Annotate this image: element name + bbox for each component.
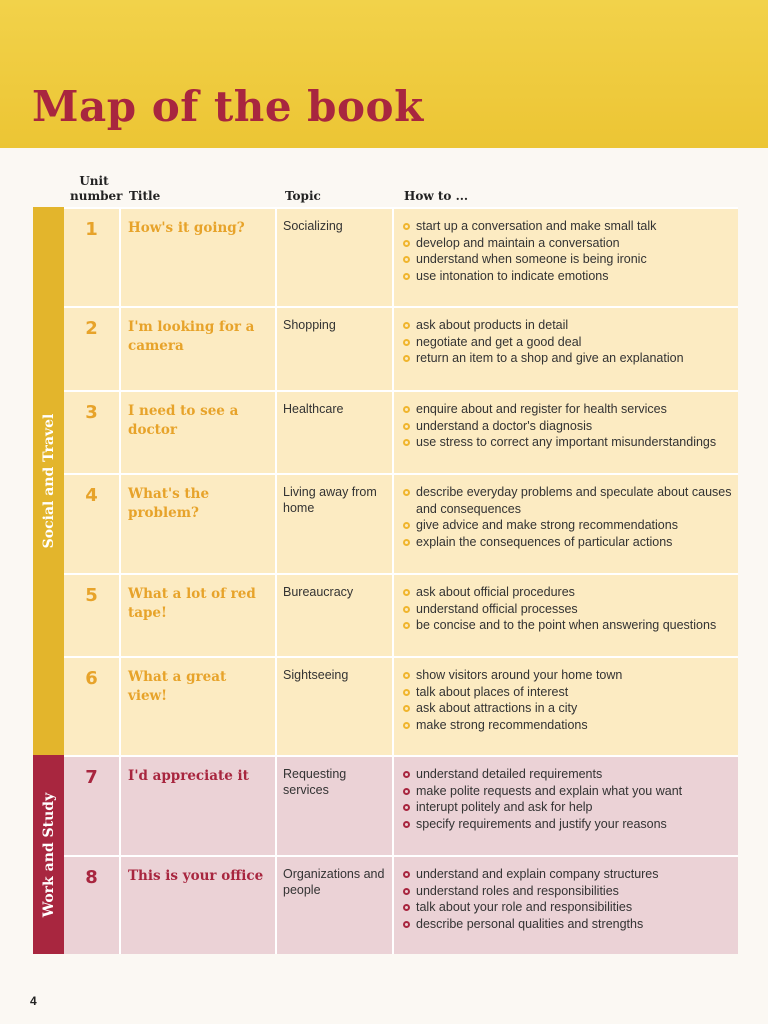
how-to-item: use stress to correct any important misunderstandings <box>402 434 732 451</box>
how-to-item: talk about your role and responsibilities <box>402 899 732 916</box>
unit-title: How's it going? <box>121 209 277 306</box>
how-to-item: start up a conversation and make small talk <box>402 218 732 235</box>
how-to-item: understand official processes <box>402 601 732 618</box>
how-to-item: talk about places of interest <box>402 684 732 701</box>
unit-row-2 <box>64 306 738 390</box>
unit-how-to <box>394 857 738 954</box>
how-to-item: ask about attractions in a city <box>402 700 732 717</box>
how-to-item: develop and maintain a conversation <box>402 235 732 252</box>
unit-row-7 <box>64 755 738 855</box>
how-to-item: understand detailed requirements <box>402 766 732 783</box>
unit-topic: Bureaucracy <box>277 575 394 656</box>
unit-topic: Living away from home <box>277 475 394 573</box>
section-label-social-travel: Social and Travel <box>40 413 57 549</box>
unit-topic: Sightseeing <box>277 658 394 755</box>
unit-title: I'm looking for a camera <box>121 308 277 390</box>
how-to-item: negotiate and get a good deal <box>402 334 732 351</box>
unit-row-6 <box>64 656 738 755</box>
unit-topic: Healthcare <box>277 392 394 473</box>
how-to-item: describe everyday problems and speculate about causes and consequences <box>402 484 732 517</box>
unit-number: 7 <box>64 757 121 855</box>
unit-row-8 <box>64 855 738 954</box>
unit-number: 1 <box>64 209 121 306</box>
page-number: 4 <box>30 994 37 1008</box>
how-to-item: ask about official procedures <box>402 584 732 601</box>
how-to-item: make polite requests and explain what you want <box>402 783 732 800</box>
section-band-social-travel <box>33 207 64 755</box>
header-title: Title <box>129 189 161 203</box>
how-to-item: return an item to a shop and give an explanation <box>402 350 732 367</box>
section-band-work-study <box>33 755 64 954</box>
header-unit-number: Unit number <box>70 174 123 203</box>
unit-row-4 <box>64 473 738 573</box>
how-to-item: understand roles and responsibilities <box>402 883 732 900</box>
unit-number: 3 <box>64 392 121 473</box>
header-how-to: How to ... <box>404 189 469 203</box>
unit-how-to <box>394 575 738 656</box>
unit-number: 4 <box>64 475 121 573</box>
unit-row-1 <box>64 207 738 306</box>
unit-topic: Organizations and people <box>277 857 394 954</box>
unit-how-to <box>394 658 738 755</box>
unit-how-to <box>394 209 738 306</box>
how-to-item: describe personal qualities and strengths <box>402 916 732 933</box>
how-to-item: be concise and to the point when answering questions <box>402 617 732 634</box>
how-to-item: understand and explain company structures <box>402 866 732 883</box>
unit-row-3 <box>64 390 738 473</box>
unit-how-to <box>394 308 738 390</box>
unit-topic: Requesting services <box>277 757 394 855</box>
how-to-item: understand a doctor's diagnosis <box>402 418 732 435</box>
how-to-item: interupt politely and ask for help <box>402 799 732 816</box>
how-to-item: enquire about and register for health services <box>402 401 732 418</box>
section-label-work-study: Work and Study <box>40 792 57 917</box>
unit-how-to <box>394 475 738 573</box>
how-to-item: specify requirements and justify your reasons <box>402 816 732 833</box>
unit-title: What a great view! <box>121 658 277 755</box>
unit-row-5 <box>64 573 738 656</box>
header-topic: Topic <box>285 189 321 203</box>
unit-topic: Shopping <box>277 308 394 390</box>
how-to-item: use intonation to indicate emotions <box>402 268 732 285</box>
how-to-item: ask about products in detail <box>402 317 732 334</box>
how-to-item: show visitors around your home town <box>402 667 732 684</box>
unit-how-to <box>394 392 738 473</box>
unit-title: I'd appreciate it <box>121 757 277 855</box>
unit-number: 6 <box>64 658 121 755</box>
unit-number: 8 <box>64 857 121 954</box>
how-to-item: make strong recommendations <box>402 717 732 734</box>
page-title: Map of the book <box>32 82 424 131</box>
unit-title: What a lot of red tape! <box>121 575 277 656</box>
how-to-item: understand when someone is being ironic <box>402 251 732 268</box>
unit-title: I need to see a doctor <box>121 392 277 473</box>
unit-title: What's the problem? <box>121 475 277 573</box>
how-to-item: explain the consequences of particular actions <box>402 534 732 551</box>
unit-number: 2 <box>64 308 121 390</box>
unit-title: This is your office <box>121 857 277 954</box>
unit-topic: Socializing <box>277 209 394 306</box>
unit-number: 5 <box>64 575 121 656</box>
unit-how-to <box>394 757 738 855</box>
how-to-item: give advice and make strong recommendations <box>402 517 732 534</box>
